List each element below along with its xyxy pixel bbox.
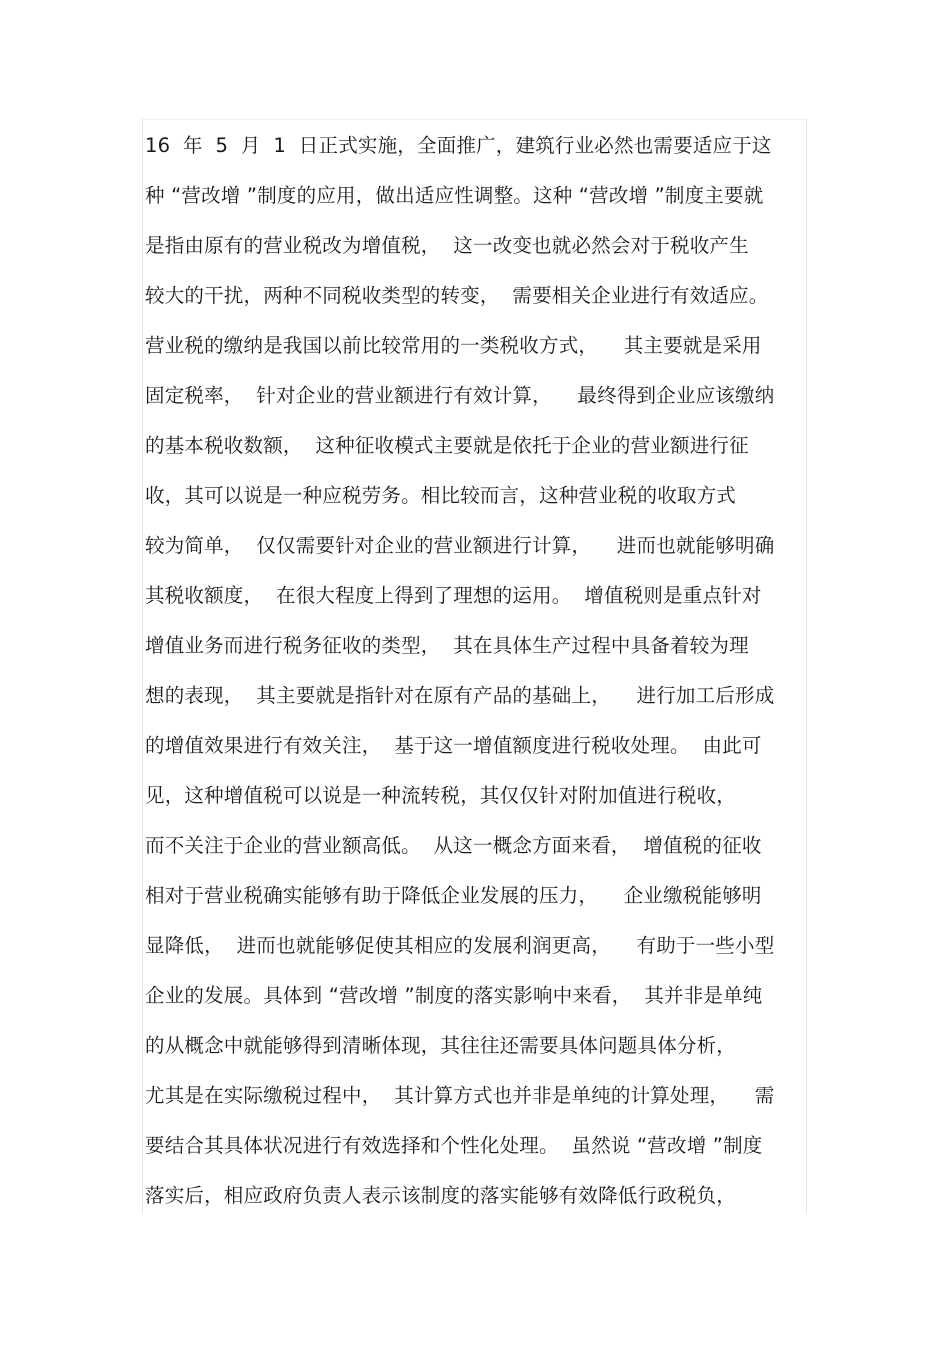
text-line: 要结合其具体状况进行有效选择和个性化处理。 虽然说 “营改增 ”制度	[145, 1134, 763, 1157]
text-line: 相对于营业税确实能够有助于降低企业发展的压力， 企业缴税能够明	[145, 884, 762, 907]
text-line: 落实后，相应政府负责人表示该制度的落实能够有效降低行政税负，	[145, 1184, 737, 1207]
text-line: 想的表现， 其主要就是指针对在原有产品的基础上， 进行加工后形成	[145, 684, 775, 707]
text-line: 较为简单， 仅仅需要针对企业的营业额进行计算， 进而也就能够明确	[145, 534, 775, 557]
text-line: 种 “营改增 ”制度的应用，做出适应性调整。这种 “营改增 ”制度主要就	[145, 184, 764, 207]
text-line: 的从概念中就能够得到清晰体现，其往往还需要具体问题具体分析，	[145, 1034, 737, 1057]
text-line: 是指由原有的营业税改为增值税， 这一改变也就必然会对于税收产生	[145, 234, 749, 257]
text-line: 16 年 5 月 1 日正式实施，全面推广，建筑行业必然也需要适应于这	[145, 134, 772, 157]
text-line: 的基本税收数额， 这种征收模式主要就是依托于企业的营业额进行征	[145, 434, 749, 457]
text-line: 而不关注于企业的营业额高低。 从这一概念方面来看， 增值税的征收	[145, 834, 762, 857]
text-line: 收，其可以说是一种应税劳务。相比较而言，这种营业税的收取方式	[145, 484, 737, 507]
text-line: 见，这种增值税可以说是一种流转税，其仅仅针对附加值进行税收，	[145, 784, 737, 807]
text-line: 固定税率， 针对企业的营业额进行有效计算， 最终得到企业应该缴纳	[145, 384, 775, 407]
text-line: 增值业务而进行税务征收的类型， 其在具体生产过程中具备着较为理	[145, 634, 749, 657]
text-line: 较大的干扰，两种不同税收类型的转变， 需要相关企业进行有效适应。	[145, 284, 769, 307]
text-line: 其税收额度， 在很大程度上得到了理想的运用。 增值税则是重点针对	[145, 584, 762, 607]
text-line: 的增值效果进行有效关注， 基于这一增值额度进行税收处理。 由此可	[145, 734, 762, 757]
text-line: 营业税的缴纳是我国以前比较常用的一类税收方式， 其主要就是采用	[145, 334, 762, 357]
body-text	[145, 121, 810, 1221]
text-line: 企业的发展。具体到 “营改增 ”制度的落实影响中来看， 其并非是单纯	[145, 984, 763, 1007]
text-line: 尤其是在实际缴税过程中， 其计算方式也并非是单纯的计算处理， 需	[145, 1084, 775, 1107]
text-line: 显降低， 进而也就能够促使其相应的发展利润更高， 有助于一些小型	[145, 934, 775, 957]
